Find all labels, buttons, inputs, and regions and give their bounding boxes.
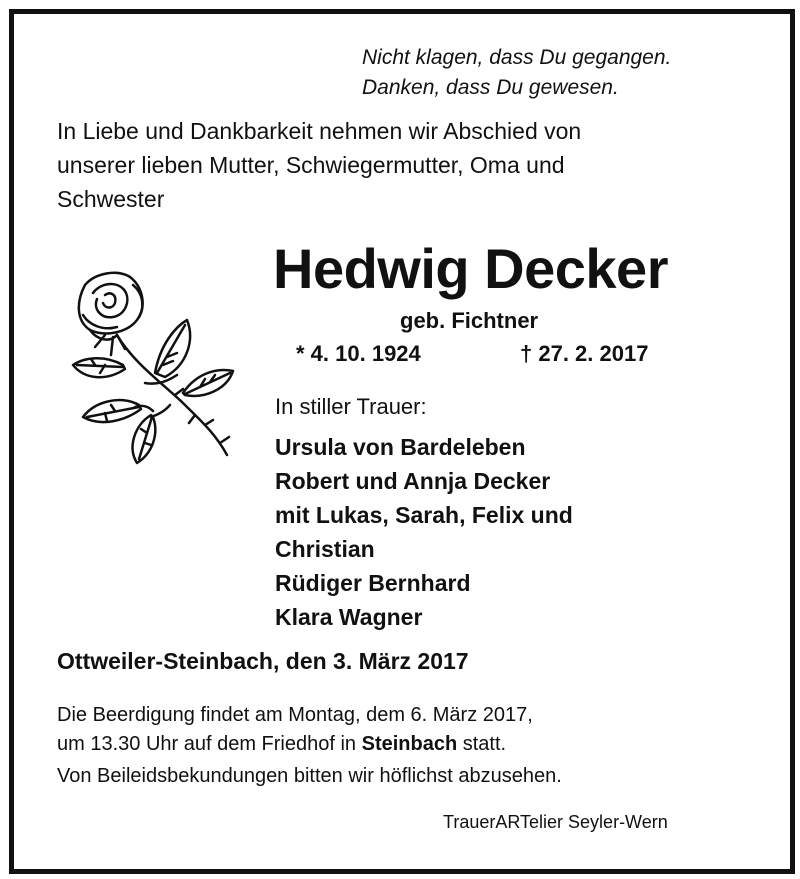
funeral-line: Die Beerdigung findet am Montag, dem 6. März 2017,	[57, 704, 533, 726]
maiden-name: geb. Fichtner	[400, 308, 539, 333]
funeral-text: um 13.30 Uhr auf dem Friedhof in	[57, 733, 362, 755]
funeral-text: statt.	[457, 733, 507, 755]
life-dates	[296, 341, 649, 367]
deceased-name: Hedwig Decker	[273, 237, 668, 300]
funeral-info	[57, 701, 533, 759]
mourner: Robert und Annja Decker	[275, 468, 551, 494]
mourner: Ursula von Bardeleben	[275, 434, 526, 460]
motto-line: Danken, dass Du gewesen.	[362, 76, 619, 99]
mourning-label: In stiller Trauer:	[275, 394, 427, 419]
motto-line: Nicht klagen, dass Du gegangen.	[362, 46, 672, 69]
place-date: Ottweiler-Steinbach, den 3. März 2017	[57, 648, 469, 674]
death-date: † 27. 2. 2017	[520, 341, 649, 366]
mourner: Klara Wagner	[275, 604, 423, 630]
funeral-line	[57, 730, 533, 759]
mourner: Rüdiger Bernhard	[275, 570, 471, 596]
rose-icon	[55, 265, 240, 465]
studio-credit: TrauerARTelier Seyler-Wern	[443, 812, 668, 832]
intro-text	[57, 114, 747, 216]
funeral-location: Steinbach	[361, 733, 458, 755]
motto	[362, 43, 671, 103]
intro-line: unserer lieben Mutter, Schwiegermutter, Oma und	[57, 152, 565, 178]
mourner: mit Lukas, Sarah, Felix und	[275, 502, 573, 528]
condolence-note: Von Beileidsbekundungen bitten wir höflichst abzusehen.	[57, 765, 562, 787]
birth-date: * 4. 10. 1924	[296, 341, 421, 366]
mourners-list	[275, 430, 573, 634]
mourner: Christian	[275, 536, 375, 562]
intro-line: Schwester	[57, 186, 165, 212]
intro-line: In Liebe und Dankbarkeit nehmen wir Abschied von	[57, 118, 582, 144]
